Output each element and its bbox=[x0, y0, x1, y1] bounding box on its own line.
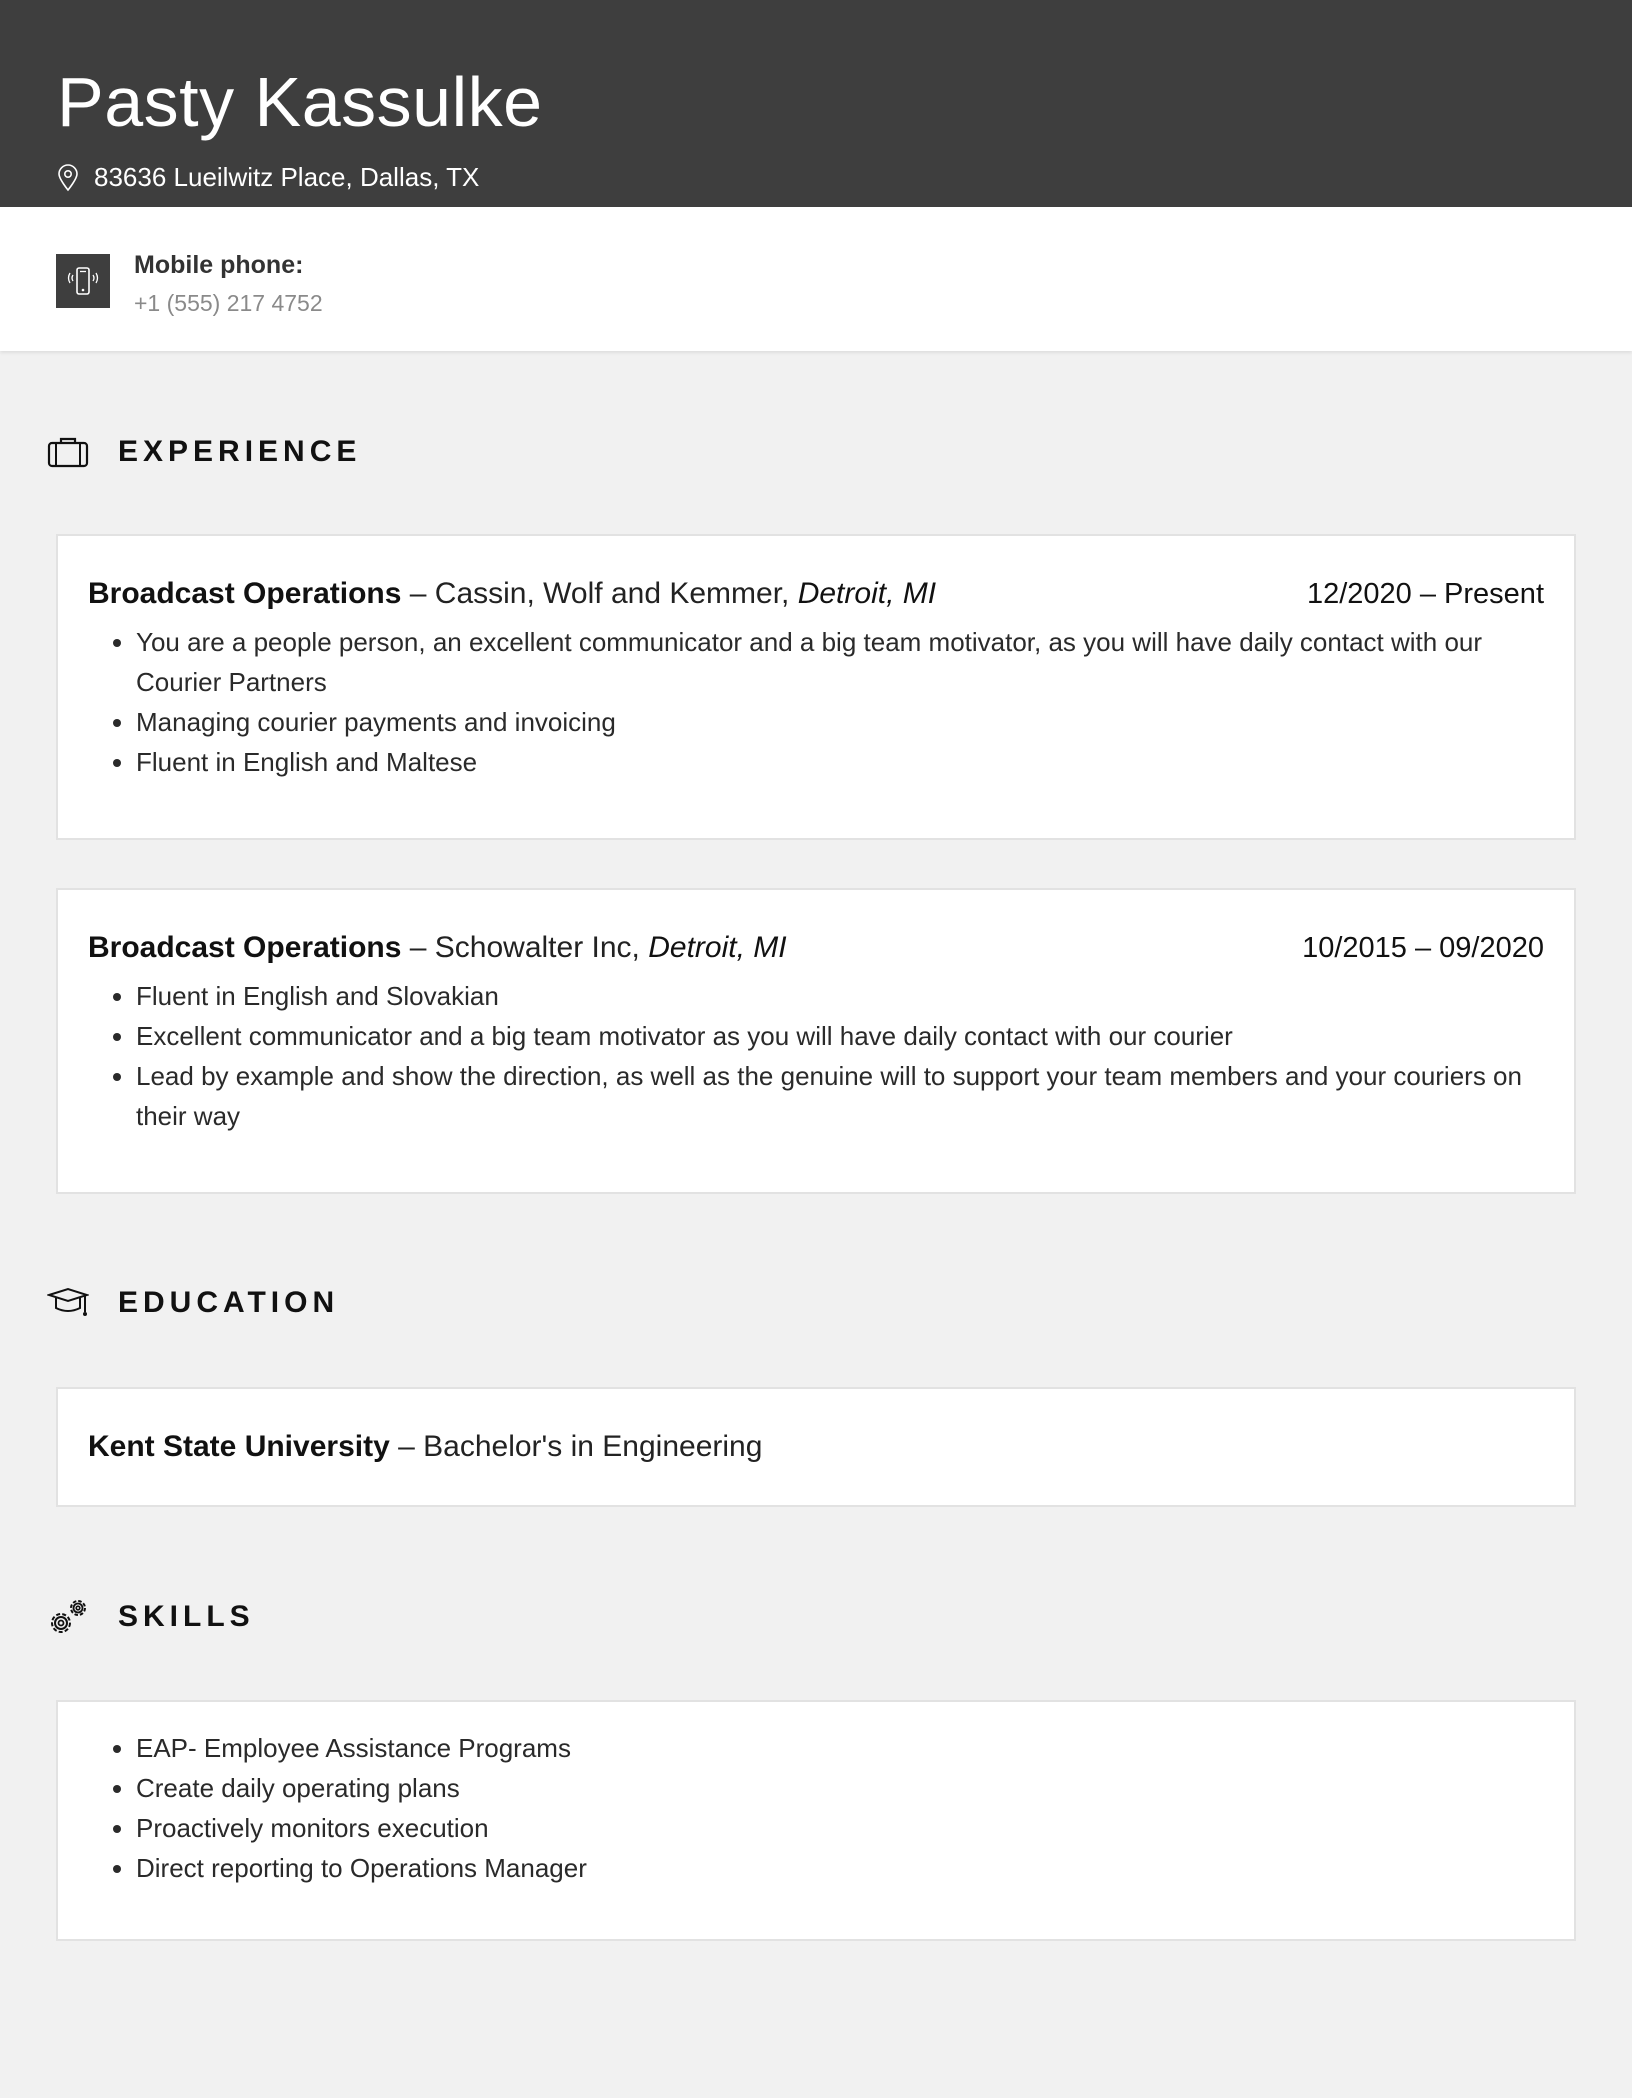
list-item: • You are a people person, an excellent communicator and a big team motivator, as you will have daily contact with our Courier Partners bbox=[136, 622, 1544, 702]
job-title: Broadcast Operations bbox=[88, 577, 402, 610]
list-item: • EAP- Employee Assistance Programs bbox=[136, 1728, 1544, 1768]
list-item: • Excellent communicator and a big team motivator as you will have daily contact with our courier bbox=[136, 1016, 1544, 1056]
job-title: Broadcast Operations bbox=[88, 931, 402, 964]
graduation-cap-icon bbox=[47, 1286, 89, 1320]
skills-title: SKILLS bbox=[118, 1600, 255, 1633]
skills-card bbox=[56, 1700, 1576, 1941]
job-company: Schowalter Inc bbox=[434, 931, 632, 964]
list-item: • Fluent in English and Maltese bbox=[136, 742, 1544, 782]
address-row bbox=[57, 162, 1632, 193]
education-title: EDUCATION bbox=[118, 1286, 340, 1319]
education-separator: – bbox=[389, 1430, 424, 1463]
gears-icon bbox=[47, 1597, 89, 1637]
location-pin-icon bbox=[57, 164, 79, 192]
job-location: Detroit, MI bbox=[648, 931, 787, 964]
job-location: Detroit, MI bbox=[797, 577, 937, 610]
education-heading bbox=[47, 1286, 339, 1320]
job-separator: – bbox=[401, 577, 435, 610]
mobile-phone-icon bbox=[56, 254, 110, 308]
list-item: • Fluent in English and Slovakian bbox=[136, 976, 1544, 1016]
experience-title: EXPERIENCE bbox=[118, 435, 362, 468]
skills-heading bbox=[47, 1597, 255, 1637]
job-header: Broadcast Operations – Schowalter Inc, Detroit, MI 10/2015 – 09/2020 bbox=[88, 928, 1544, 968]
job-bullets bbox=[88, 622, 1544, 782]
list-item: • Lead by example and show the direction, as well as the genuine will to support your team members and your couriers on their way bbox=[136, 1056, 1544, 1136]
experience-card bbox=[56, 888, 1576, 1194]
experience-heading bbox=[47, 435, 361, 469]
skills-list bbox=[88, 1728, 1544, 1888]
job-dates: 12/2020 – Present bbox=[1306, 578, 1544, 610]
briefcase-icon bbox=[47, 436, 89, 468]
job-company: Cassin, Wolf and Kemmer bbox=[434, 577, 782, 610]
education-entry bbox=[88, 1427, 1544, 1467]
job-dates: 10/2015 – 09/2020 bbox=[1302, 932, 1544, 964]
education-card bbox=[56, 1387, 1576, 1507]
phone-label: Mobile phone: bbox=[134, 251, 304, 279]
list-item: • Managing courier payments and invoicing bbox=[136, 702, 1544, 742]
job-header: Broadcast Operations – Cassin, Wolf and Kemmer, Detroit, MI 12/2020 – Present bbox=[88, 574, 1544, 614]
address-text: 83636 Lueilwitz Place, Dallas, TX bbox=[94, 162, 480, 192]
school-name: Kent State University bbox=[88, 1430, 390, 1463]
job-bullets bbox=[88, 976, 1544, 1136]
phone-number[interactable]: +1 (555) 217 4752 bbox=[134, 290, 323, 316]
resume-header bbox=[0, 0, 1632, 207]
candidate-name: Pasty Kassulke bbox=[57, 63, 543, 141]
experience-card bbox=[56, 534, 1576, 840]
degree: Bachelor's in Engineering bbox=[423, 1430, 763, 1463]
phone-contact bbox=[134, 245, 323, 321]
contact-bar bbox=[0, 207, 1632, 351]
job-separator: – bbox=[401, 931, 435, 964]
list-item: • Direct reporting to Operations Manager bbox=[136, 1848, 1544, 1888]
list-item: • Proactively monitors execution bbox=[136, 1808, 1544, 1848]
list-item: • Create daily operating plans bbox=[136, 1768, 1544, 1808]
